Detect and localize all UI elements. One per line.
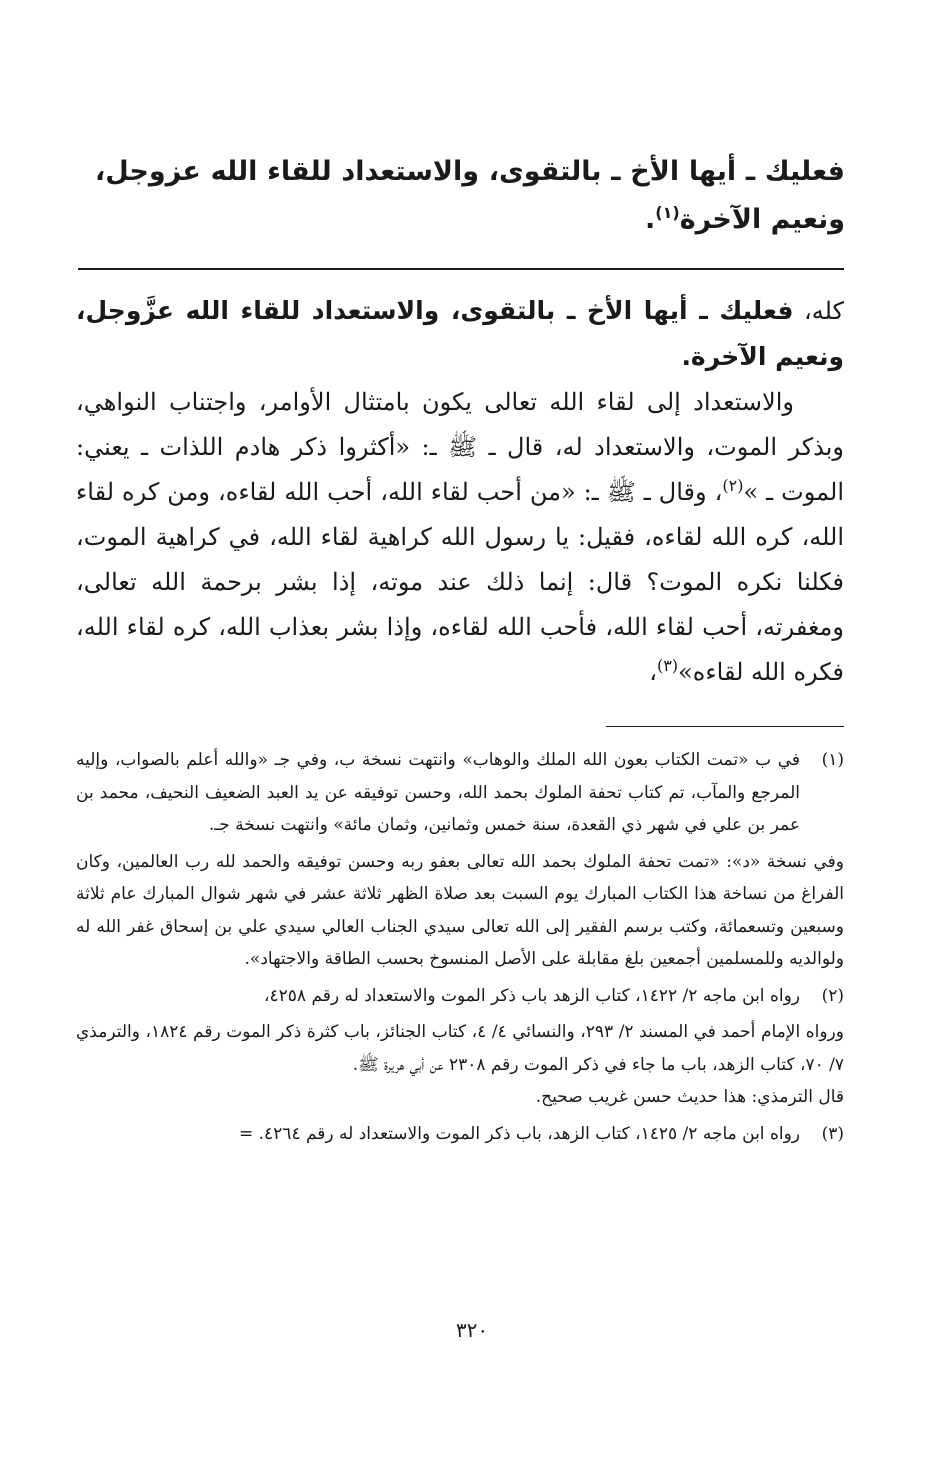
matn-end: . xyxy=(645,204,656,235)
footnote-1 xyxy=(76,744,844,842)
commentary-prefix: كله، xyxy=(793,297,844,325)
matn-text xyxy=(95,148,845,244)
footnote-body xyxy=(76,1118,800,1151)
footnote-2-continued xyxy=(76,1016,844,1114)
footnote-body xyxy=(76,744,800,842)
footnote-number: (٣) xyxy=(821,1123,844,1144)
footnote-marker-1: (١) xyxy=(655,203,680,222)
footnote-body xyxy=(76,846,844,976)
commentary-text-b: ، وقال ـ ﷺ ـ: «من أحب لقاء الله، أحب الله لقاءه، ومن كره لقاء الله، كره الله لقاءه، فقيل: يا رسول الله كراهية لقاء الله، في كراهية الموت، فكلنا نكره الموت؟ قال: إنما ذلك عند موته، إذا بشر برحمة الله تعالى، ومغفرته، أحب لقاء الله، فأحب الله لقاءه، وإذا بشر بعذاب الله، كره لقاء الله، فكره الله لقاءه» xyxy=(76,478,845,686)
commentary-text-a: والاستعداد إلى لقاء الله تعالى يكون بامتثال الأوامر، واجتناب النواهي، وبذكر الموت، والاستعداد له، قال ـ ﷺ ـ: «أكثروا ذكر هادم اللذات ـ يعني: الموت ـ » xyxy=(76,388,844,506)
matn-divider xyxy=(78,268,844,270)
footnote-1-continued xyxy=(76,846,844,976)
footnote-3 xyxy=(76,1118,844,1151)
footnote-text: رواه ابن ماجه ٢/ ١٤٢٢، كتاب الزهد باب ذكر الموت والاستعداد له رقم ٤٢٥٨، xyxy=(264,985,800,1006)
footnote-divider xyxy=(606,726,844,727)
footnote-text: في ب «تمت الكتاب بعون الله الملك والوهاب» وانتهت نسخة ب، وفي جـ «والله أعلم بالصواب، وإليه المرجع والمآب، تم كتاب تحفة الملوك بحمد الله، وحسن توفيقه عن يد العبد الضعيف النحيف، محمد بن عمر بن علي في شهر ذي القعدة، سنة خمس وثمانين، وثمان مائة» وانتهت نسخة جـ. xyxy=(76,750,800,835)
footnote-body xyxy=(76,980,800,1013)
footnote-marker-3: (٣) xyxy=(657,656,679,675)
footnotes xyxy=(76,744,844,1154)
footnote-text: وفي نسخة «د»: «تمت تحفة الملوك بحمد الله تعالى بعفو ربه وحسن توفيقه والحمد لله رب العالمين، وكان الفراغ من نساخة هذا الكتاب المبارك يوم السبت بعد صلاة الظهر ثلاثة عشر في شهر شوال المبارك عام ثلاثة وسبعين وتسعمائة، وكتب برسم الفقير إلى الله تعالى سيدي الجناب العالي سيدي علي بن إسحاق غفر الله له ولوالديه وللمسلمين أجمعين بلغ مقابلة على الأصل المنسوخ بحسب الطاقة والاجتهاد». xyxy=(76,851,844,969)
commentary-end: ، xyxy=(649,658,657,686)
commentary xyxy=(76,288,844,695)
footnote-number: (٢) xyxy=(821,985,844,1006)
matn-body: فعليك ـ أيها الأخ ـ بالتقوى، والاستعداد للقاء الله عزوجل، ونعيم الآخرة xyxy=(95,156,845,235)
footnote-number: (١) xyxy=(821,750,844,770)
footnote-body xyxy=(76,1016,844,1114)
footnote-text: رواه ابن ماجه ٢/ ١٤٢٥، كتاب الزهد، باب ذكر الموت والاستعداد له رقم ٤٢٦٤. = xyxy=(238,1123,800,1144)
footnote-2 xyxy=(76,980,844,1013)
footnote-marker-2: (٢) xyxy=(722,476,744,495)
footnote-text: قال الترمذي: هذا حديث حسن غريب صحيح. xyxy=(535,1087,844,1107)
commentary-paragraph-2 xyxy=(76,380,844,695)
commentary-paragraph-1 xyxy=(76,288,844,380)
footnote-text: ورواه الإمام أحمد في المسند ٢/ ٢٩٣، والنسائي ٤/ ٤، كتاب الجنائز، باب كثرة ذكر الموت رقم ١٨٢٤، والترمذي ٧/ ٧٠، كتاب الزهد، باب ما جاء في ذكر الموت رقم ٢٣٠٨ عن أبي هريرة ﷺ. xyxy=(76,1022,844,1075)
quoted-matn: فعليك ـ أيها الأخ ـ بالتقوى، والاستعداد للقاء الله عزَّوجل، ونعيم الآخرة. xyxy=(76,296,844,371)
page-number: ٣٢٠ xyxy=(455,1318,489,1342)
